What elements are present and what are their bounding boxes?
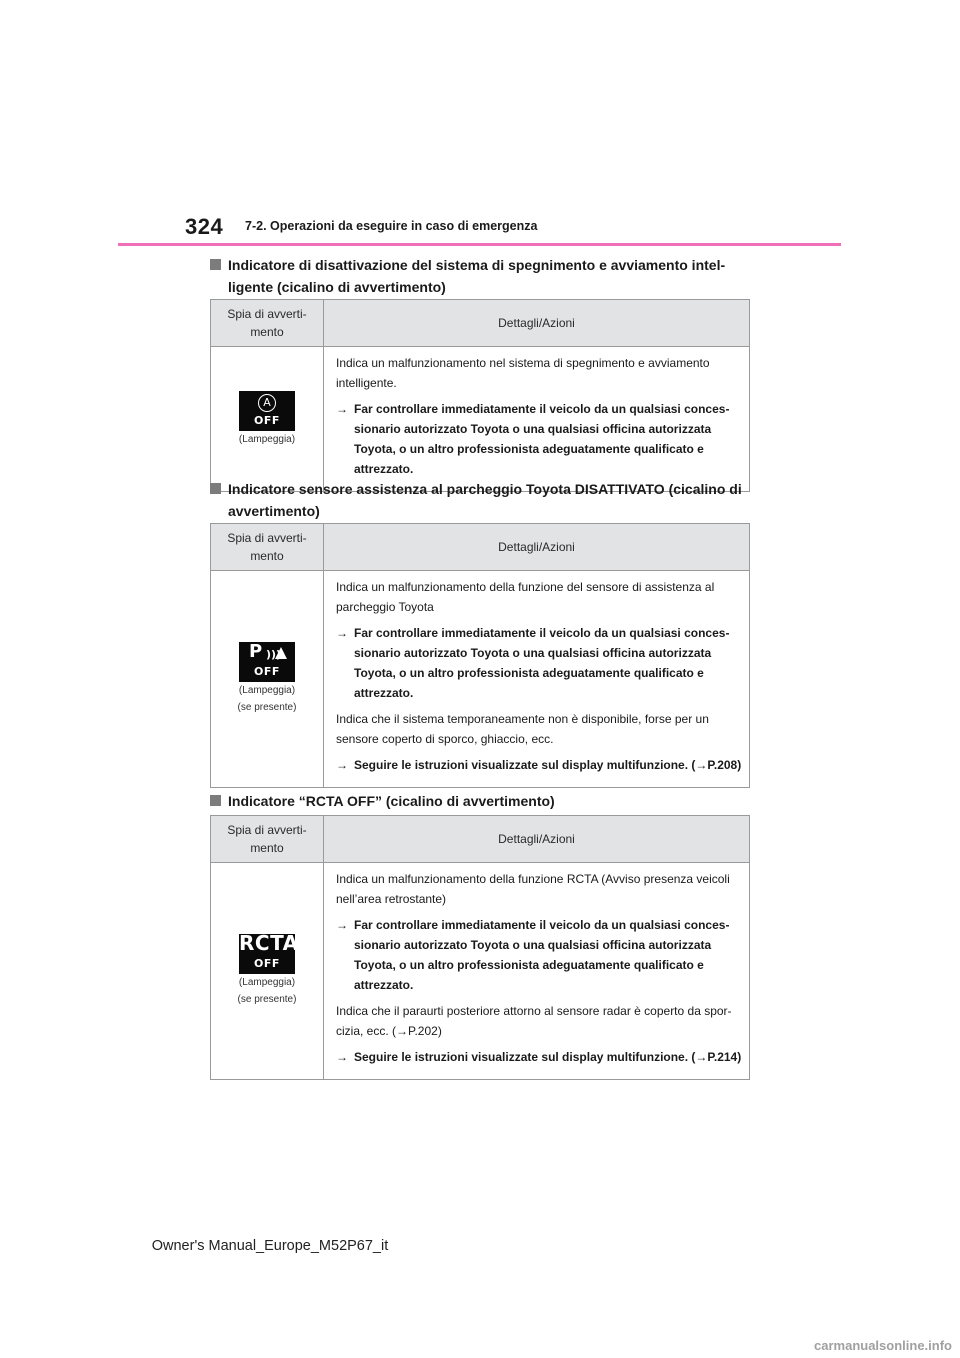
section-heading <box>210 790 755 812</box>
section-heading-text: Indicatore sensore assistenza al parcheggio Toyota DISATTIVATO (cicalino di avvertimento) <box>228 481 742 519</box>
column-header-icon: Spia di avverti- mento <box>211 300 324 347</box>
detail-paragraph: Indica un malfunzionamento nel sistema di spegnimento e avviamento intelligente. <box>336 356 710 390</box>
column-header-icon: Spia di avverti- mento <box>211 524 324 571</box>
icon-symbol: RCTA <box>239 931 299 955</box>
icon-label: (se presente) <box>237 702 297 713</box>
column-header-details: Dettagli/Azioni <box>324 816 750 863</box>
footer <box>0 1238 960 1254</box>
detail-action <box>336 755 745 775</box>
icon-cell <box>211 863 324 1080</box>
detail-action <box>336 399 745 479</box>
detail-paragraph: Indica un malfunzionamento della funzione del sensore di assistenza al parcheggio Toyota <box>336 580 715 614</box>
arrow-icon: → <box>336 1050 348 1064</box>
arrow-icon: → <box>336 626 348 640</box>
column-header-details: Dettagli/Azioni <box>324 524 750 571</box>
square-bullet-icon <box>210 483 221 494</box>
section-heading <box>210 254 755 298</box>
action-text: Seguire le istruzioni visualizzate sul display multifunzione. (→P.208) <box>354 758 742 772</box>
action-text: Far controllare immediatamente il veicolo da un qualsiasi conces-sionario autorizzato Toyota o una qualsiasi officina autorizzata Toyota, o un altro professionista adeguatamente qualificato e attrezzato. <box>354 626 730 700</box>
arrow-icon: → <box>336 758 348 772</box>
section-heading-text: Indicatore di disattivazione del sistema di spegnimento e avviamento intel-ligente (cicalino di avvertimento) <box>228 257 726 295</box>
details-cell <box>324 863 750 1080</box>
icon-off-text: OFF <box>254 413 280 427</box>
icon-cell <box>211 571 324 788</box>
arrow-icon: → <box>336 918 348 932</box>
details-cell <box>324 347 750 492</box>
detail-paragraph: Indica che il sistema temporaneamente non è disponibile, forse per un sensore coperto di sporco, ghiaccio, ecc. <box>336 712 709 746</box>
warning-triangle-icon <box>275 647 287 659</box>
smart-stop-off-icon <box>239 391 295 431</box>
footer-text: Owner's Manual_Europe_M52P67_it <box>151 1238 389 1254</box>
action-text: Seguire le istruzioni visualizzate sul display multifunzione. (→P.214) <box>354 1050 742 1064</box>
icon-symbol: A <box>258 394 276 412</box>
icon-label: (Lampeggia) <box>238 977 296 988</box>
icon-label: (Lampeggia) <box>238 433 296 445</box>
column-header-details: Dettagli/Azioni <box>324 300 750 347</box>
icon-label: (Lampeggia) <box>238 685 296 696</box>
action-text: Far controllare immediatamente il veicolo da un qualsiasi conces-sionario autorizzato Toyota o una qualsiasi officina autorizzata Toyota, o un altro professionista adeguatamente qualificato e attrezzato. <box>354 918 730 992</box>
parking-sensor-off-icon <box>239 642 295 682</box>
warning-table <box>210 815 750 1080</box>
icon-label: (se presente) <box>237 994 297 1005</box>
detail-action <box>336 623 745 703</box>
section-heading <box>210 478 755 522</box>
icon-symbol: P <box>249 641 263 662</box>
page-number: 324 <box>185 214 224 239</box>
square-bullet-icon <box>210 259 221 270</box>
detail-paragraph: Indica che il paraurti posteriore attorno al sensore radar è coperto da spor-cizia, ecc. (→P.202) <box>336 1004 732 1038</box>
sensor-waves-icon: ))) <box>266 648 282 661</box>
rcta-off-icon <box>239 931 299 974</box>
section-heading-text: Indicatore “RCTA OFF” (cicalino di avvertimento) <box>228 793 555 809</box>
warning-table <box>210 523 750 788</box>
icon-off-text: OFF <box>254 957 280 970</box>
icon-off-text: OFF <box>254 665 280 678</box>
header-rule <box>118 243 841 246</box>
square-bullet-icon <box>210 795 221 806</box>
detail-action <box>336 915 745 995</box>
detail-paragraph: Indica un malfunzionamento della funzione RCTA (Avviso presenza veicoli nell’area retrostante) <box>336 872 730 906</box>
column-header-icon: Spia di avverti- mento <box>211 816 324 863</box>
detail-action <box>336 1047 745 1067</box>
chapter-title: 7-2. Operazioni da eseguire in caso di emergenza <box>245 219 538 233</box>
details-cell <box>324 571 750 788</box>
arrow-icon: → <box>336 402 348 416</box>
watermark[interactable]: carmanualsonline.info <box>814 1338 952 1353</box>
action-text: Far controllare immediatamente il veicolo da un qualsiasi conces-sionario autorizzato Toyota o una qualsiasi officina autorizzata Toyota, o un altro professionista adeguatamente qualificato e attrezzato. <box>354 402 730 476</box>
warning-table <box>210 299 750 492</box>
icon-cell <box>211 347 324 492</box>
